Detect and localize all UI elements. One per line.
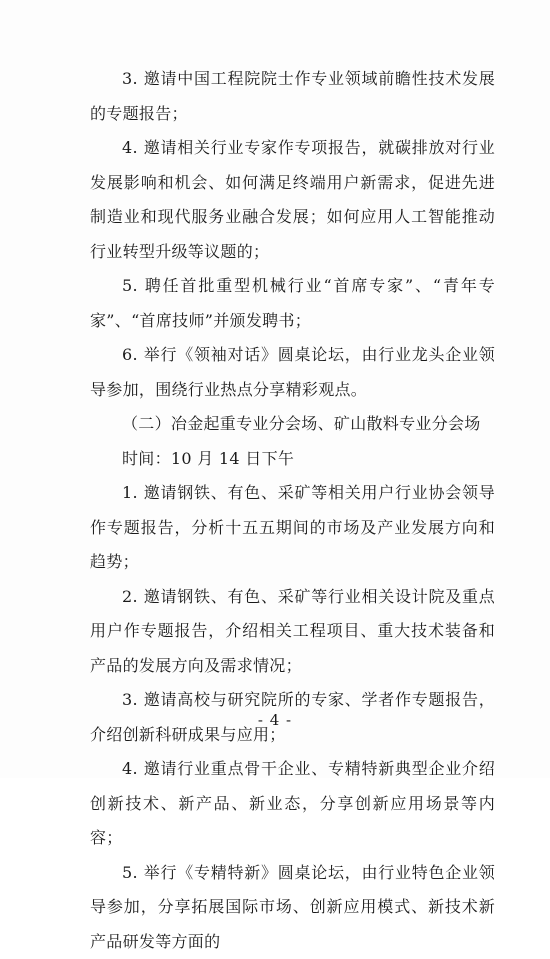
paragraph-item-4-enterprise-innovation: 4. 邀请行业重点骨干企业、专精特新典型企业介绍创新技术、新产品、新业态，分享创新应用场景等内容； xyxy=(90,752,495,856)
session-time: 时间：10 月 14 日下午 xyxy=(90,442,495,477)
paragraph-item-3-academician-report: 3. 邀请中国工程院院士作专业领域前瞻性技术发展的专题报告； xyxy=(90,62,495,131)
page-number: - 4 - xyxy=(0,711,550,729)
paragraph-item-3-university-report: 3. 邀请高校与研究院所的专家、学者作专题报告，介绍创新科研成果与应用； xyxy=(90,683,495,752)
paragraph-item-2-design-institute-report: 2. 邀请钢铁、有色、采矿等行业相关设计院及重点用户作专题报告，介绍相关工程项目、重大技术装备和产品的发展方向及需求情况； xyxy=(90,580,495,684)
paragraph-item-6-leader-dialogue: 6. 举行《领袖对话》圆桌论坛，由行业龙头企业领导参加，围绕行业热点分享精彩观点。 xyxy=(90,338,495,407)
paragraph-item-5-appoint-experts: 5. 聘任首批重型机械行业“首席专家”、“青年专家”、“首席技师”并颁发聘书； xyxy=(90,269,495,338)
document-body xyxy=(90,62,495,959)
paragraph-item-1-association-report: 1. 邀请钢铁、有色、采矿等相关用户行业协会领导作专题报告，分析十五五期间的市场及产业发展方向和趋势； xyxy=(90,476,495,580)
paragraph-item-5-specialized-forum: 5. 举行《专精特新》圆桌论坛，由行业特色企业领导参加，分享拓展国际市场、创新应用模式、新技术新产品研发等方面的 xyxy=(90,856,495,959)
section-heading-branch-venue: （二）冶金起重专业分会场、矿山散料专业分会场 xyxy=(90,407,495,442)
paragraph-item-4-expert-report: 4. 邀请相关行业专家作专项报告，就碳排放对行业发展影响和机会、如何满足终端用户新需求，促进先进制造业和现代服务业融合发展；如何应用人工智能推动行业转型升级等议题的； xyxy=(90,131,495,269)
